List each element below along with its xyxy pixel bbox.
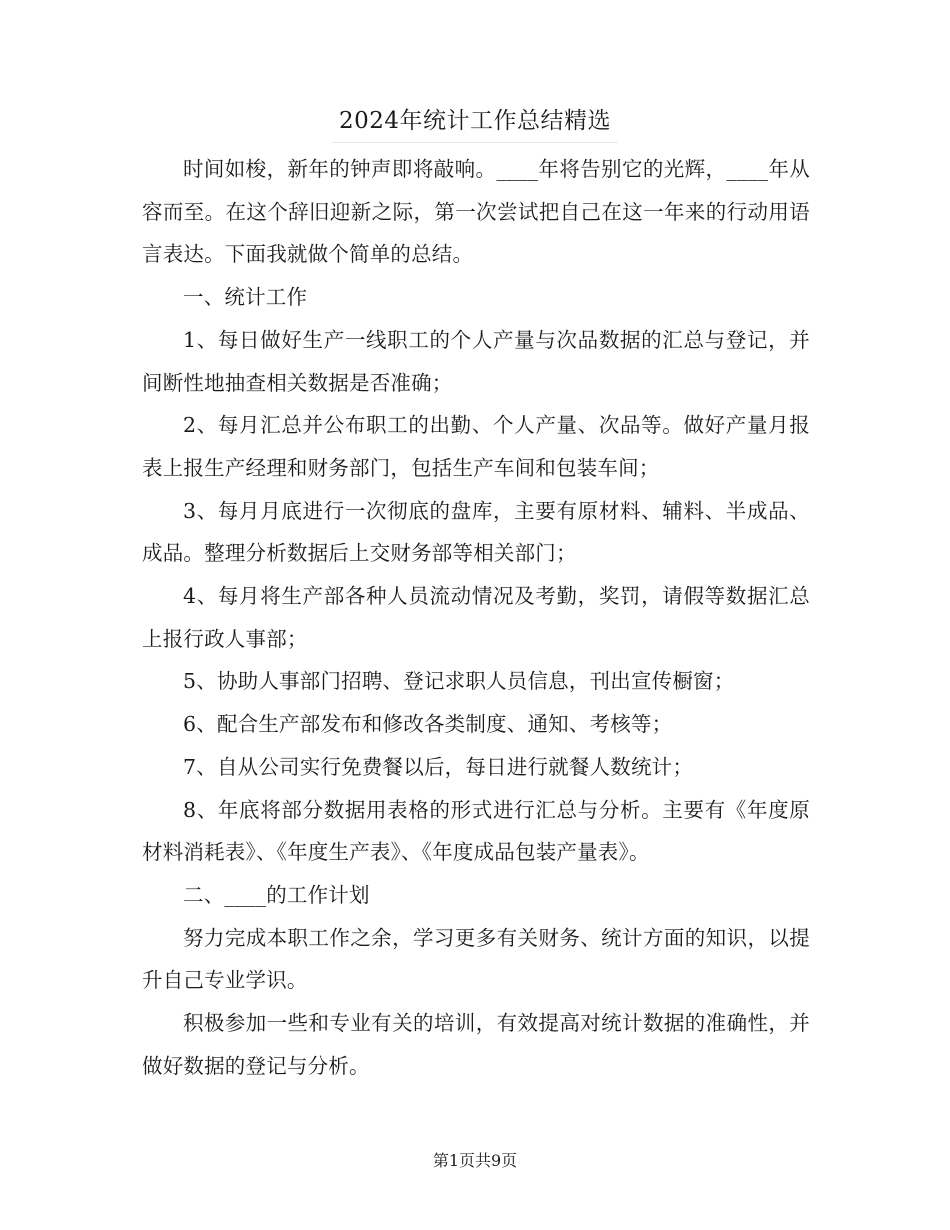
list-item: 7、自从公司实行免费餐以后，每日进行就餐人数统计； (183, 754, 694, 779)
list-item: 2、每月汇总并公布职工的出勤、个人产量、次品等。做好产量月报表上报生产经理和财务部门，包括生产车间和包装车间； (142, 413, 810, 480)
paragraph-plan-2: 积极参加一些和专业有关的培训，有效提高对统计数据的准确性，并做好数据的登记与分析。 (142, 1011, 810, 1078)
section-heading-statistics: 一、统计工作 (183, 285, 308, 310)
list-item: 1、每日做好生产一线职工的个人产量与次品数据的汇总与登记，并间断性地抽查相关数据是否准确； (142, 327, 810, 395)
document-title: 2024年统计工作总结精选 (338, 108, 612, 134)
list-item: 6、配合生产部发布和修改各类制度、通知、考核等； (183, 712, 673, 737)
paragraph-plan-1: 努力完成本职工作之余，学习更多有关财务、统计方面的知识，以提升自己专业学识。 (142, 925, 810, 993)
paragraph-intro: 时间如梭，新年的钟声即将敲响。____年将告别它的光辉，____年从容而至。在这个辞旧迎新之际，第一次尝试把自己在这一年来的行动用语言表达。下面我就做个简单的总结。 (142, 157, 810, 267)
page-number-footer: 第1页共9页 (432, 1151, 518, 1170)
title-divider (332, 142, 618, 143)
list-item: 5、协助人事部门招聘、登记求职人员信息，刊出宣传橱窗； (183, 669, 735, 694)
document-body (142, 148, 810, 1087)
section-heading-plan: 二、____的工作计划 (183, 882, 370, 907)
list-item: 4、每月将生产部各种人员流动情况及考勤，奖罚，请假等数据汇总上报行政人事部； (142, 584, 810, 651)
list-item: 8、年底将部分数据用表格的形式进行汇总与分析。主要有《年度原材料消耗表》、《年度生产表》、《年度成品包装产量表》。 (142, 797, 810, 865)
list-item: 3、每月月底进行一次彻底的盘库，主要有原材料、辅料、半成品、成品。整理分析数据后上交财务部等相关部门； (142, 498, 810, 566)
